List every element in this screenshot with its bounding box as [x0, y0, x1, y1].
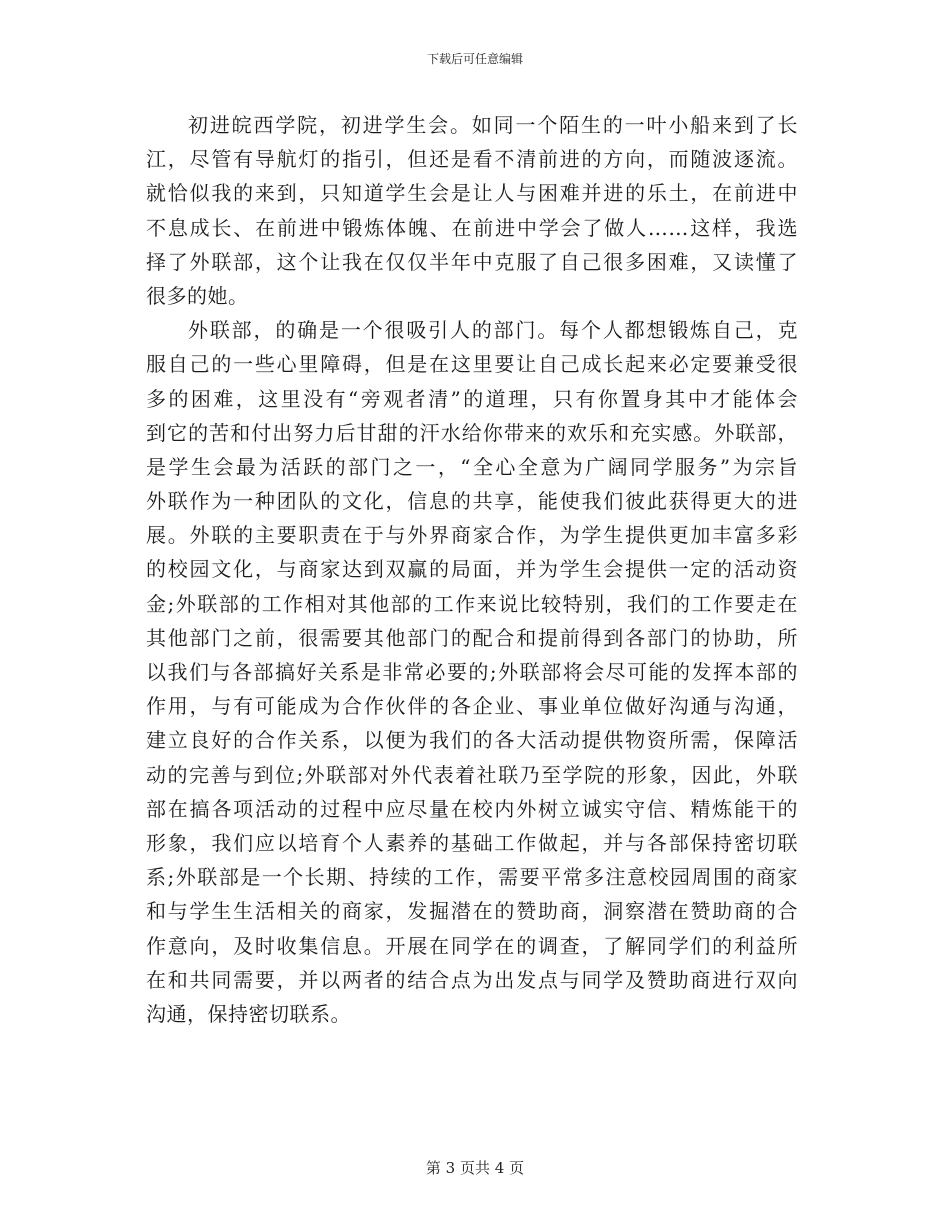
paragraph-line: 建立良好的合作关系，以便为我们的各大活动提供物资所需，保障活: [146, 728, 798, 753]
page-header: 下载后可任意编辑: [426, 52, 523, 66]
paragraph-line: 就恰似我的来到，只知道学生会是让人与困难并进的乐土，在前进中: [146, 181, 798, 206]
paragraph-line: 以我们与各部搞好关系是非常必要的;外联部将会尽可能的发挥本部的: [146, 660, 798, 684]
paragraph-line: 择了外联部，这个让我在仅仅半年中克服了自己很多困难，又读懂了: [146, 249, 798, 274]
paragraph-line: 多的困难，这里没有“旁观者清”的道理，只有你置身其中才能体会: [146, 386, 798, 411]
paragraph-line: 形象，我们应以培育个人素养的基础工作做起，并与各部保持密切联: [146, 830, 798, 855]
paragraph-line: 的校园文化，与商家达到双赢的局面，并为学生会提供一定的活动资: [146, 557, 798, 582]
paragraph-line: 部在搞各项活动的过程中应尽量在校内外树立诚实守信、精炼能干的: [146, 796, 798, 821]
document-body: [146, 108, 798, 1031]
paragraph-line: 江，尽管有导航灯的指引，但还是看不清前进的方向，而随波逐流。: [146, 147, 798, 172]
paragraph-line: 金;外联部的工作相对其他部的工作来说比较特别，我们的工作要走在: [146, 591, 798, 616]
paragraph-line: 和与学生生活相关的商家，发掘潜在的赞助商，洞察潜在赞助商的合: [146, 899, 798, 924]
paragraph-line: 在和共同需要，并以两者的结合点为出发点与同学及赞助商进行双向: [146, 967, 798, 992]
paragraph-line: 动的完善与到位;外联部对外代表着社联乃至学院的形象，因此，外联: [146, 762, 798, 787]
page-footer: 第 3 页共 4 页: [425, 1159, 525, 1177]
paragraph-line: 外联部，的确是一个很吸引人的部门。每个人都想锻炼自己，克: [188, 318, 798, 343]
paragraph-line: 展。外联的主要职责在于与外界商家合作，为学生提供更加丰富多彩: [146, 523, 798, 548]
paragraph-line: 是学生会最为活跃的部门之一，“全心全意为广阔同学服务”为宗旨: [146, 454, 798, 479]
paragraph-line: 沟通，保持密切联系。: [146, 1001, 351, 1026]
paragraph-line: 作用，与有可能成为合作伙伴的各企业、事业单位做好沟通与沟通，: [146, 694, 798, 719]
paragraph-line: 不息成长、在前进中锻炼体魄、在前进中学会了做人……这样，我选: [146, 215, 798, 240]
paragraph-line: 很多的她。: [146, 283, 249, 308]
paragraph-line: 外联作为一种团队的文化，信息的共享，能使我们彼此获得更大的进: [146, 489, 798, 514]
paragraph-line: 服自己的一些心里障碍，但是在这里要让自己成长起来必定要兼受很: [146, 352, 798, 377]
paragraph-line: 到它的苦和付出努力后甘甜的汗水给你带来的欢乐和充实感。外联部，: [146, 420, 798, 445]
paragraph-line: 初进皖西学院，初进学生会。如同一个陌生的一叶小船来到了长: [188, 113, 798, 137]
paragraph-line: 作意向，及时收集信息。开展在同学在的调查，了解同学们的利益所: [146, 933, 798, 958]
paragraph-line: 系;外联部是一个长期、持续的工作，需要平常多注意校园周围的商家: [146, 865, 798, 890]
paragraph-line: 其他部门之前，很需要其他部门的配合和提前得到各部门的协助，所: [146, 625, 798, 650]
